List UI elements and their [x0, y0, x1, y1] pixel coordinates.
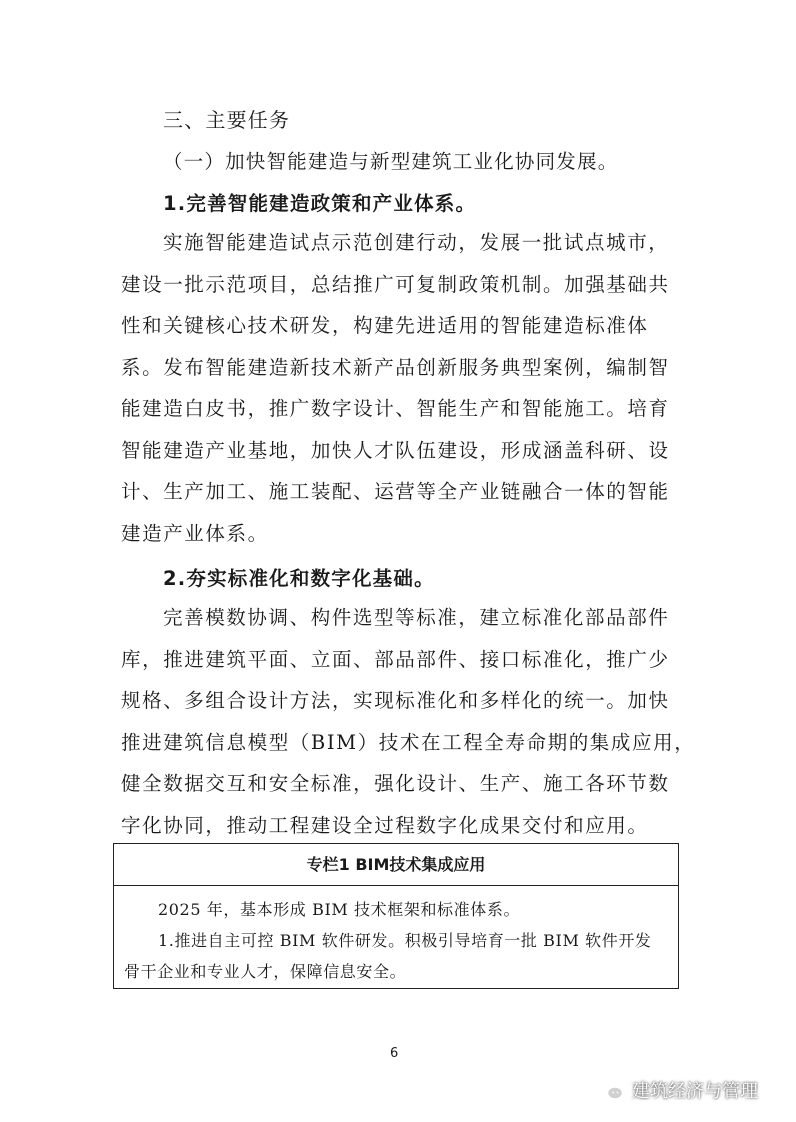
box-line: 1.推进自主可控 BIM 软件研发。积极引导培育一批 BIM 软件开发	[158, 931, 652, 950]
box-line: 骨干企业和专业人才，保障信息安全。	[124, 962, 407, 981]
paragraph-line: 完善模数协调、构件选型等标准，建立标准化部品部件	[163, 606, 670, 629]
paragraph-line: 性和关键核心技术研发，构建先进适用的智能建造标准体	[121, 314, 649, 337]
paragraph-line: 实施智能建造试点示范创建行动，发展一批试点城市，	[163, 231, 670, 254]
page-number: 6	[390, 1046, 399, 1061]
paragraph-line: 建设一批示范项目，总结推广可复制政策机制。加强基础共	[121, 272, 670, 296]
wechat-icon	[598, 1079, 624, 1101]
box-title: 专栏1 BIM技术集成应用	[114, 844, 678, 886]
paragraph-line: 库，推进建筑平面、立面、部品部件、接口标准化，推广少	[121, 647, 670, 671]
bim-column-box	[113, 843, 679, 989]
paragraph-line: 系。发布智能建造新技术新产品创新服务典型案例，编制智	[121, 355, 670, 379]
item2-paragraph	[121, 597, 696, 846]
watermark-text: 建筑经济与管理	[632, 1081, 758, 1102]
watermark	[598, 1074, 758, 1106]
paragraph-line: 能建造白皮书，推广数字设计、智能生产和智能施工。培育	[121, 397, 670, 420]
box-body	[114, 886, 678, 987]
paragraph-line: 计、生产加工、施工装配、运营等全产业链融合一体的智能	[121, 480, 670, 503]
section-heading: 三、主要任务	[163, 108, 291, 132]
paragraph-line: 健全数据交互和安全标准，强化设计、生产、施工各环节数	[121, 772, 670, 795]
paragraph-line: 字化协同，推动工程建设全过程数字化成果交付和应用。	[121, 813, 649, 837]
paragraph-line: 建造产业体系。	[121, 521, 269, 545]
item2-heading: 2.夯实标准化和数字化基础。	[163, 567, 435, 590]
paragraph-line: 智能建造产业基地，加快人才队伍建设，形成涵盖科研、设	[121, 438, 670, 462]
item1-paragraph	[121, 222, 681, 554]
box-line: 2025 年，基本形成 BIM 技术框架和标准体系。	[158, 900, 521, 919]
item1-heading: 1.完善智能建造政策和产业体系。	[163, 192, 477, 215]
paragraph-line: 规格、多组合设计方法，实现标准化和多样化的统一。加快	[121, 689, 670, 712]
paragraph-line: 推进建筑信息模型（BIM）技术在工程全寿命期的集成应用，	[121, 730, 696, 754]
section-subheading: （一）加快智能建造与新型建筑工业化协同发展。	[163, 150, 619, 173]
